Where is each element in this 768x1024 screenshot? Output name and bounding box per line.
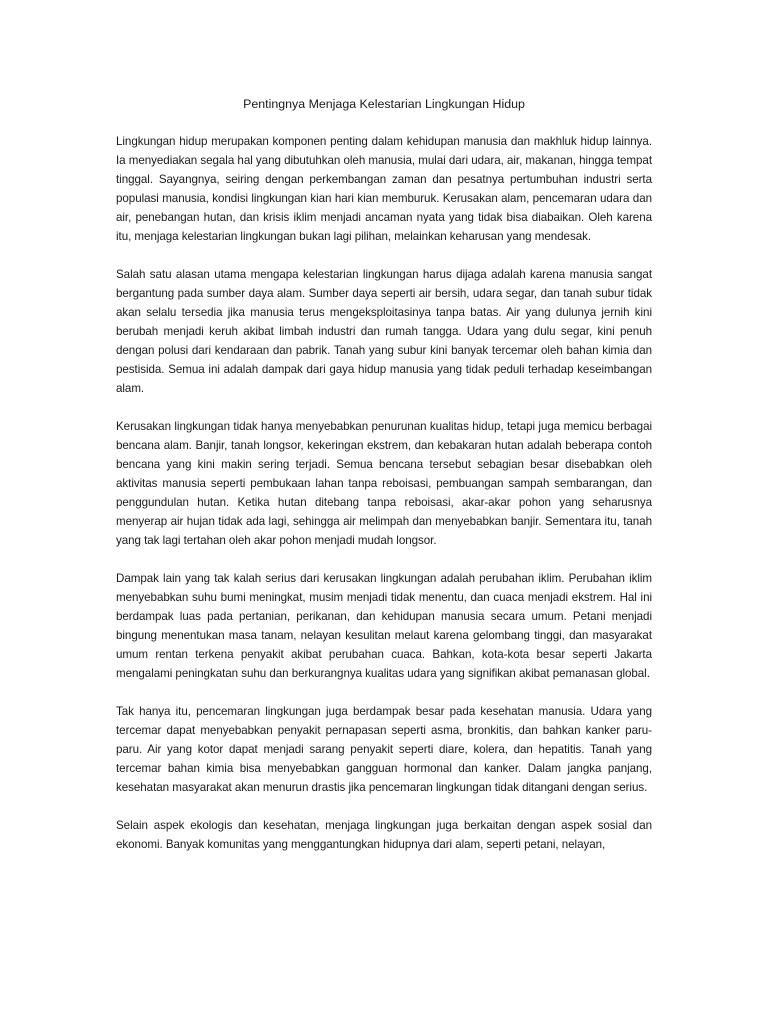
paragraph-2: Salah satu alasan utama mengapa kelestarian lingkungan harus dijaga adalah karena manusia sangat bergantung pada sumber daya alam. Sumber daya seperti air bersih, udara segar, dan tanah subur tidak akan selalu tersedia jika manusia terus mengeksploitasinya tanpa batas. Air yang dulunya jernih kini berubah menjadi keruh akibat limbah industri dan rumah tangga. Udara yang dulu segar, kini penuh dengan polusi dari kendaraan dan pabrik. Tanah yang subur kini banyak tercemar oleh bahan kimia dan pestisida. Semua ini adalah dampak dari gaya hidup manusia yang tidak peduli terhadap keseimbangan alam. [116, 268, 652, 395]
paragraph-5: Tak hanya itu, pencemaran lingkungan juga berdampak besar pada kesehatan manusia. Udara yang tercemar dapat menyebabkan penyakit pernapasan seperti asma, bronkitis, dan bahkan kanker paru-paru. Air yang kotor dapat menjadi sarang penyakit seperti diare, kolera, dan hepatitis. Tanah yang tercemar bahan kimia bisa menyebabkan gangguan hormonal dan kanker. Dalam jangka panjang, kesehatan masyarakat akan menurun drastis jika pencemaran lingkungan tidak ditangani dengan serius. [116, 705, 652, 794]
paragraph-3: Kerusakan lingkungan tidak hanya menyebabkan penurunan kualitas hidup, tetapi juga memicu berbagai bencana alam. Banjir, tanah longsor, kekeringan ekstrem, dan kebakaran hutan adalah beberapa contoh bencana yang kini makin sering terjadi. Semua bencana tersebut sebagian besar disebabkan oleh aktivitas manusia seperti pembukaan lahan tanpa reboisasi, pembuangan sampah sembarangan, dan penggundulan hutan. Ketika hutan ditebang tanpa reboisasi, akar-akar pohon yang seharusnya menyerap air hujan tidak ada lagi, sehingga air melimpah dan menyebabkan banjir. Sementara itu, tanah yang tak lagi tertahan oleh akar pohon menjadi mudah longsor. [116, 420, 652, 547]
paragraph-6: Selain aspek ekologis dan kesehatan, menjaga lingkungan juga berkaitan dengan aspek sosial dan ekonomi. Banyak komunitas yang menggantungkan hidupnya dari alam, seperti petani, nelayan, [116, 819, 652, 851]
document-page [116, 95, 652, 873]
paragraph-4: Dampak lain yang tak kalah serius dari kerusakan lingkungan adalah perubahan iklim. Perubahan iklim menyebabkan suhu bumi meningkat, musim menjadi tidak menentu, dan cuaca menjadi ekstrem. Hal ini berdampak luas pada pertanian, perikanan, dan kehidupan manusia secara umum. Petani menjadi bingung menentukan masa tanam, nelayan kesulitan melaut karena gelombang tinggi, dan masyarakat umum rentan terkena penyakit akibat perubahan cuaca. Bahkan, kota-kota besar seperti Jakarta mengalami peningkatan suhu dan berkurangnya kualitas udara yang signifikan akibat pemanasan global. [116, 572, 652, 680]
paragraph-1: Lingkungan hidup merupakan komponen penting dalam kehidupan manusia dan makhluk hidup lainnya. Ia menyediakan segala hal yang dibutuhkan oleh manusia, mulai dari udara, air, makanan, hingga tempat tinggal. Sayangnya, seiring dengan perkembangan zaman dan pesatnya pertumbuhan industri serta populasi manusia, kondisi lingkungan kian hari kian memburuk. Kerusakan alam, pencemaran udara dan air, penebangan hutan, dan krisis iklim menjadi ancaman nyata yang tidak bisa diabaikan. Oleh karena itu, menjaga kelestarian lingkungan bukan lagi pilihan, melainkan keharusan yang mendesak. [116, 135, 652, 243]
document-title: Pentingnya Menjaga Kelestarian Lingkungan Hidup [243, 97, 525, 111]
